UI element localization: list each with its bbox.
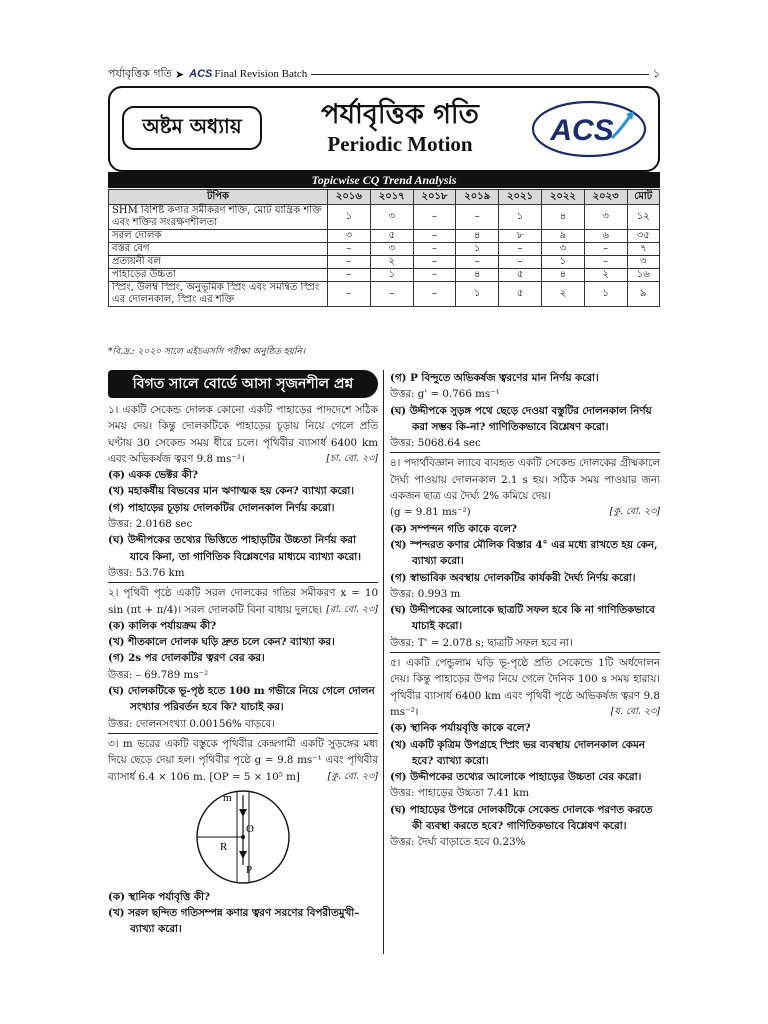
q2-part-gha: (ঘ) দোলকটিকে ভূ-পৃষ্ঠ হতে 100 m গভীরে নিয়ে গেলে দোলন সংখ্যার পরিবর্তন হবে কি? যাচাই কর। <box>108 685 375 714</box>
question-divider <box>108 582 378 583</box>
trend-topic-cell: SHM বিশিষ্ট কণার সমীকরণ শক্তি, মোট যান্ত্রিক শক্তি এবং শক্তির সংরক্ষণশীলতা <box>109 205 328 230</box>
question-divider <box>108 733 378 734</box>
trend-value-cell: ১ <box>541 256 584 269</box>
trend-value-cell: – <box>499 256 542 269</box>
trend-table <box>108 189 660 307</box>
trend-header-cell: ২০১৬ <box>328 190 371 205</box>
q3-answer-gha: উত্তর: 5068.64 sec <box>390 437 481 450</box>
trend-header-cell: ২০১৮ <box>413 190 456 205</box>
trend-value-cell: – <box>328 256 371 269</box>
left-column <box>108 402 378 938</box>
q1-part-kha: (খ) মহাকর্ষীয় বিভবের মান ঋণাত্মক হয় কেন? ব্যাখ্যা করো। <box>108 485 354 498</box>
trend-header-cell: ২০২১ <box>499 190 542 205</box>
q5-answer-gha: উত্তর: দৈর্ঘ্য বাড়াতে হবে 0.23% <box>390 836 526 849</box>
trend-value-cell: ৪ <box>456 269 499 282</box>
trend-header-cell: ২০১৭ <box>370 190 413 205</box>
trend-value-cell: ৭ <box>627 243 659 256</box>
chapter-banner <box>108 86 660 172</box>
section-heading: বিগত সালে বোর্ডে আসা সৃজনশীল প্রশ্ন <box>108 370 378 398</box>
trend-value-cell: – <box>328 269 371 282</box>
acs-logo <box>530 98 648 160</box>
trend-footnote: *বি.দ্র.: ২০২০ সালে এইচএসসি পরীক্ষা অনুষ্ঠিত হয়নি। <box>108 347 306 357</box>
trend-value-cell: ৩ <box>627 256 659 269</box>
header-batch: Final Revision Batch <box>214 68 308 80</box>
q2-part-kha: (খ) শীতকালে দোলক ঘড়ি দ্রুত চলে কেন? ব্যাখ্যা কর। <box>108 636 335 649</box>
question-5-source: [য. বো. ২৩] <box>610 705 660 717</box>
chapter-title-en: Periodic Motion <box>327 132 473 156</box>
q3-part-ga: (গ) P বিন্দুতে অভিকর্ষজ ত্বরণের মান নির্ণয় করো। <box>390 372 599 384</box>
trend-value-cell: ২ <box>370 256 413 269</box>
q3-part-ka: (ক) স্থানিক পর্যাবৃত্তি কী? <box>108 890 210 903</box>
trend-value-cell: – <box>413 243 456 256</box>
trend-value-cell: ৫ <box>370 230 413 243</box>
question-4-source: [কু. বো. ২৩] <box>609 506 660 518</box>
trend-header-row <box>109 190 660 205</box>
q3-part-kha: (খ) সরল ছন্দিত গতিসম্পন্ন কণার ত্বরণ সরণের বিপরীতমুখী– ব্যাখ্যা করো। <box>108 907 360 936</box>
q1-part-ka: (ক) একক ভেক্টর কী? <box>108 469 198 482</box>
trend-value-cell: ২ <box>584 269 627 282</box>
q3-part-gha: (ঘ) উদ্দীপকে সুড়ঙ্গ পথে ছেড়ে দেওয়া বস্তুটির দোলনকাল নির্ণয় করা সম্ভব কি-না? গাণিতিকভাবে বিশ্লেষণ করো। <box>390 404 652 433</box>
trend-value-cell: – <box>328 243 371 256</box>
trend-value-cell: ১ <box>456 282 499 307</box>
question-2-source: [রা. বো. ২৩] <box>326 603 378 615</box>
trend-topic-cell: প্রত্যয়নী বল <box>109 256 328 269</box>
q2-answer-ga: উত্তর: – 69.789 ms⁻² <box>108 668 209 681</box>
q5-part-ga: (গ) উদ্দীপকের তথ্যের আলোকে পাহাড়ের উচ্চতা বের করো। <box>390 771 642 784</box>
question-3-stem <box>108 736 378 785</box>
right-column <box>390 370 660 851</box>
trend-value-cell: ১৬ <box>627 269 659 282</box>
q3-answer-ga: উত্তর: g' = 0.766 ms⁻¹ <box>390 388 500 401</box>
question-divider <box>390 652 660 653</box>
page-number: ১ <box>652 66 660 80</box>
q2-answer-gha: উত্তর: দোলনসংখ্যা 0.00156% বাড়বে। <box>108 717 275 730</box>
q1-answer-ga: উত্তর: 2.0168 sec <box>108 518 193 531</box>
trend-value-cell: ৩ <box>541 243 584 256</box>
trend-header-cell: টপিক <box>109 190 328 205</box>
trend-value-cell: ৩ <box>370 243 413 256</box>
q4-part-ka: (ক) সম্পন্দন গতি কাকে বলে? <box>390 522 517 535</box>
trend-value-cell: ১ <box>499 205 542 230</box>
trend-row <box>109 243 660 256</box>
trend-topic-cell: পাহাড়ের উচ্চতা <box>109 269 328 282</box>
running-header <box>108 66 660 82</box>
question-4-given <box>390 504 660 520</box>
trend-value-cell: ১ <box>370 269 413 282</box>
question-2-text: ২। পৃথিবী পৃষ্ঠে একটি সরল দোলকের গতির সমীকরণ x = 10 sin (πt + π/4)। সরল দোলকটি বিনা বাধায় দুলছে। <box>108 587 378 616</box>
question-1-text: ১। একটি সেকেন্ড দোলক কোনো একটি পাহাড়ের পাদদেশে সঠিক সময় দেয়। কিন্তু দোলকটিকে পাহাড়ের চূড়ায় নিয়ে গেলে প্রতি ঘণ্টায় 30 সেকেন্ড সময় ধীরে চলে। পৃথিবীর ব্যাসার্ধ 6400 km এবং অভিকর্ষজ ত্বরণ 9.8 ms⁻²। <box>108 404 378 465</box>
question-3-source: [কু. বো. ২৩] <box>327 770 378 782</box>
header-chapter-name: পর্যাবৃত্তিক গতি <box>108 66 172 80</box>
question-4-stem: ৪। পদার্থবিজ্ঞান ল্যাবে ব্যবহৃত একটি সেকেন্ড দোলকের গ্রীষ্মকালে দৈর্ঘ্য পাওয়ায় দোলনকাল 2.1 s হয়। সঠিক সময় পাওয়ার জন্য একজন ছাত্র এর দৈর্ঘ্য 2% কমিয়ে দেয়। <box>390 457 660 503</box>
trend-value-cell: – <box>413 256 456 269</box>
trend-header-cell: ২০১৯ <box>456 190 499 205</box>
q1-answer-gha: উত্তর: 53.76 km <box>108 566 185 579</box>
q1-part-ga: (গ) পাহাড়ের চূড়ায় দোলকটির দোলনকাল নির্ণয় করো। <box>108 501 335 514</box>
trend-value-cell: – <box>413 282 456 307</box>
trend-row <box>109 230 660 243</box>
chapter-title-bn: পর্যাবৃত্তিক গতি <box>321 99 479 130</box>
trend-topic-cell: সরল দোলক <box>109 230 328 243</box>
trend-value-cell: ৯ <box>627 282 659 307</box>
header-brand: ACS <box>189 68 213 80</box>
down-arrow-icon <box>239 809 247 817</box>
trend-value-cell: ৪ <box>541 205 584 230</box>
trend-value-cell: – <box>456 256 499 269</box>
header-rule <box>311 74 649 75</box>
q4-answer-ga: উত্তর: 0.993 m <box>390 587 461 600</box>
column-divider <box>383 370 384 954</box>
trend-value-cell: ৩৫ <box>627 230 659 243</box>
q5-part-gha: (ঘ) পাহাড়ের উপরে দোলকটিকে সেকেন্ড দোলকে পরণত করতে কী ব্যবস্থা করতে হবে? গাণিতিকভাবে বিশ্লেষণ করো। <box>390 803 653 833</box>
q4-part-kha: (খ) স্পন্দরত কণার মৌলিক বিস্তার 4° এর মধ্যে রাখতে হয় কেন, ব্যাখ্যা করো। <box>390 538 658 568</box>
trend-row <box>109 269 660 282</box>
question-2-stem <box>108 585 378 618</box>
header-arrow-icon: ➤ <box>174 67 185 81</box>
trend-value-cell: ৩ <box>584 205 627 230</box>
question-3-text: ৩। m ভরের একটি বস্তুকে পৃথিবীর কেন্দ্রগামী একটি সুড়ঙ্গের মধ্য দিয়ে ছেড়ে দেয়া হল। পৃথিবীর পৃষ্ঠে g = 9.8 ms⁻¹ এবং পৃথিবীর ব্যাসার্ধ 6.4 × 106 m. [OP = 5 × 10⁵ m] <box>108 737 378 783</box>
trend-value-cell: – <box>413 205 456 230</box>
q4-part-gha: (ঘ) উদ্দীপকের আলোকে ছাত্রটি সফল হবে কি না গাণিতিকভাবে যাচাই করো। <box>390 604 655 633</box>
trend-value-cell: – <box>370 282 413 307</box>
question-1-stem <box>108 402 378 467</box>
logo-text: ACS <box>550 114 614 147</box>
trend-value-cell: ১ <box>456 243 499 256</box>
trend-value-cell: ৩ <box>370 205 413 230</box>
question-4-g: (g = 9.81 ms⁻²) <box>390 506 471 519</box>
q2-part-ka: (ক) কালিক পর্যায়ক্রম কী? <box>108 619 217 632</box>
logo-arrow-icon <box>612 116 630 138</box>
trend-value-cell: ১২ <box>627 205 659 230</box>
trend-value-cell: ৯ <box>541 230 584 243</box>
down-arrow-icon <box>239 851 247 859</box>
trend-value-cell: ৪ <box>541 269 584 282</box>
q2-part-ga: (গ) 2s পর দোলকটির ত্বরণ বের কর। <box>108 652 265 665</box>
q5-part-ka: (ক) স্থানিক পর্যায়বৃত্তি কাকে বলে? <box>390 722 531 735</box>
q4-answer-gha: উত্তর: T' = 2.078 s; ছাত্রটি সফল হবে না। <box>390 636 573 649</box>
q5-part-kha: (খ) একটি কৃত্রিম উপগ্রহে স্প্রিং ভর ব্যবস্থায় দোলনকাল কেমন হবে? ব্যাখ্যা করো। <box>390 738 645 767</box>
trend-header-cell: ২০২২ <box>541 190 584 205</box>
trend-value-cell: – <box>328 282 371 307</box>
label-m: m <box>223 791 232 804</box>
trend-topic-cell: বস্তর বেগ <box>109 243 328 256</box>
trend-header-cell: মোট <box>627 190 659 205</box>
trend-value-cell: – <box>584 256 627 269</box>
question-5-text: ৫। একটি পেন্ডুলাম ঘড়ি ভূ-পৃষ্ঠে প্রতি সেকেন্ডে 1টি অর্ধদোলন দেয়। কিন্তু পাহাড়ের উপর নিয়ে গেলে দৈনিক 100 s সময় হারায়। পৃথিবীর ব্যাসার্ধ 6400 km এবং পৃথিবী পৃষ্ঠে অভিকর্ষজ ত্বরণ 9.8 ms⁻²। <box>390 657 660 718</box>
trend-value-cell: ১ <box>328 205 371 230</box>
trend-value-cell: ৫ <box>499 282 542 307</box>
trend-value-cell: – <box>499 243 542 256</box>
trend-value-cell: – <box>413 230 456 243</box>
q1-part-gha: (ঘ) উদ্দীপকের তথ্যের ভিত্তিতে পাহাড়টির উচ্চতা নির্ণয় করা যাবে কিনা, তা গাণিতিক বিশ্লেষণের মাধ্যমে ব্যাখ্যা করো। <box>108 534 361 563</box>
chapter-tag: অষ্টম অধ্যায় <box>122 106 262 150</box>
trend-value-cell: – <box>456 205 499 230</box>
trend-value-cell: ১ <box>584 282 627 307</box>
label-p: P <box>246 863 253 876</box>
q4-part-ga: (গ) স্বাভাবিক অবস্থায় দোলকটির কার্যকরী দৈর্ঘ্য নির্ণয় করো। <box>390 571 636 584</box>
q5-answer-ga: উত্তর: পাহাড়ের উচ্চতা 7.41 km <box>390 787 530 800</box>
trend-header-cell: ২০২৩ <box>584 190 627 205</box>
question-5-stem <box>390 655 660 720</box>
trend-value-cell: ৪ <box>456 230 499 243</box>
trend-topic-cell: স্প্রিং, উলম্ব স্প্রিং, অনুভূমিক স্প্রিং এবং সমন্বিত স্প্রিং এর দোলনকাল, স্প্রিং এর শক্তি <box>109 282 328 307</box>
trend-value-cell: – <box>413 269 456 282</box>
trend-row <box>109 282 660 307</box>
trend-row <box>109 256 660 269</box>
question-1-source: [চা. বো. ২৩] <box>326 452 378 464</box>
label-o: O <box>246 822 254 835</box>
trend-title: Topicwise CQ Trend Analysis <box>108 172 660 188</box>
trend-value-cell: ৬ <box>584 230 627 243</box>
trend-row <box>109 205 660 230</box>
tunnel-figure-wrap <box>108 785 378 889</box>
label-r: R <box>220 840 228 853</box>
trend-value-cell: ৩ <box>328 230 371 243</box>
trend-value-cell: – <box>584 243 627 256</box>
question-divider <box>390 452 660 453</box>
trend-value-cell: ৫ <box>499 269 542 282</box>
trend-value-cell: ২ <box>541 282 584 307</box>
tunnel-figure <box>108 785 378 889</box>
trend-value-cell: ৮ <box>499 230 542 243</box>
